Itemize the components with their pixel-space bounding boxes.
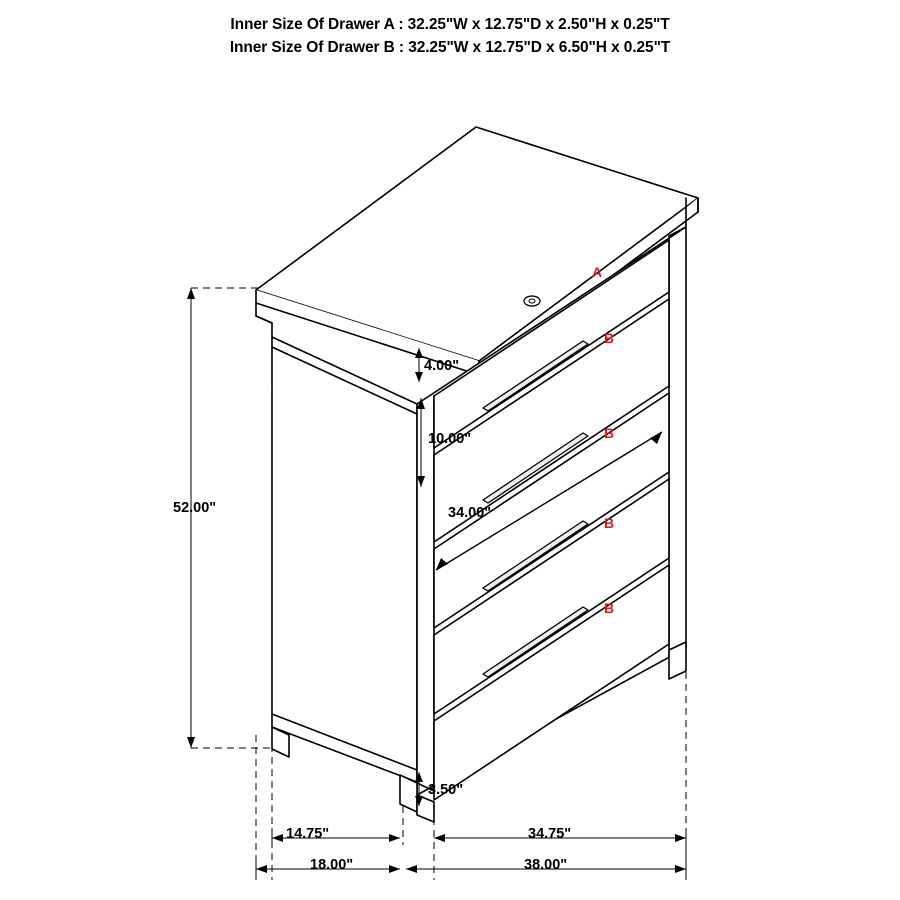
label-depth-inner: 14.75" <box>286 826 330 842</box>
header-line-drawer-a: Inner Size Of Drawer A : 32.25"W x 12.75"D x 2.50"H x 0.25"T <box>230 16 670 33</box>
drawer-tag-b3: B <box>604 515 615 531</box>
label-width-overall: 38.00" <box>524 857 568 873</box>
arrow-depth-overall-r <box>389 865 400 873</box>
label-drawer-a-height: 4.00" <box>424 358 460 374</box>
header-line-drawer-b: Inner Size Of Drawer B : 32.25"W x 12.75"D x 6.50"H x 0.25"T <box>229 39 671 56</box>
arrow-height-top <box>187 288 195 299</box>
arrow-width-inner-l <box>434 834 445 842</box>
label-depth-overall: 18.00" <box>310 857 354 873</box>
label-leg-height: 3.50" <box>428 782 464 798</box>
label-width-inner: 34.75" <box>528 826 572 842</box>
drawer-tag-a: A <box>592 264 603 280</box>
arrow-width-overall-r <box>675 865 686 873</box>
arrow-depth-overall-l <box>256 865 267 873</box>
drawer-tag-b2: B <box>604 425 615 441</box>
drawer-tag-b4: B <box>604 600 615 616</box>
left-top-joint-edge <box>256 316 272 323</box>
drawer-tag-b1: B <box>604 330 615 346</box>
arrow-depth-inner-l <box>272 834 283 842</box>
arrow-height-bottom <box>187 737 195 748</box>
arrow-width-inner-r <box>675 834 686 842</box>
label-front-width: 34.00" <box>448 505 492 521</box>
arrow-a-bottom <box>415 372 423 382</box>
lock-knob-center <box>529 299 535 303</box>
arrow-depth-inner-r <box>389 834 400 842</box>
label-drawer-b-height: 10.00" <box>428 431 472 447</box>
arrow-width-overall-l <box>406 865 417 873</box>
label-overall-height: 52.00" <box>173 500 217 516</box>
